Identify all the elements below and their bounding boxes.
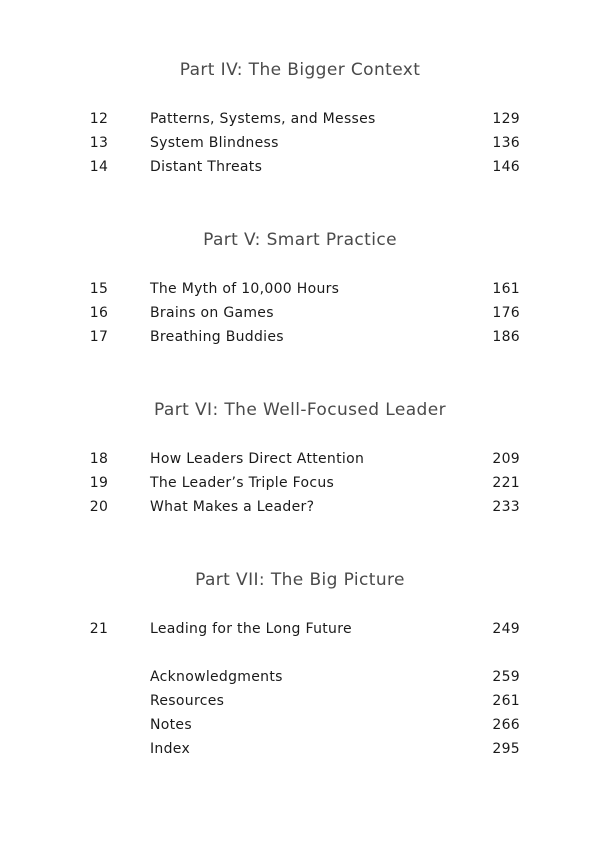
chapter-number: 17 [89, 329, 109, 345]
page-number: 161 [492, 281, 520, 297]
back-matter-entry [0, 693, 600, 713]
back-matter-entry [0, 717, 600, 737]
back-matter-title: Index [150, 741, 191, 757]
chapter-number: 13 [89, 135, 109, 151]
toc-entry [0, 475, 600, 495]
toc-entry [0, 281, 600, 301]
page-number: 176 [492, 305, 520, 321]
chapter-title: Distant Threats [150, 159, 263, 175]
chapter-number: 21 [89, 621, 109, 637]
chapter-number: 14 [89, 159, 109, 175]
part-title: Part V: Smart Practice [203, 230, 397, 250]
chapter-title: The Leader’s Triple Focus [150, 475, 335, 491]
back-matter-title: Notes [150, 717, 192, 733]
page-number: 295 [492, 741, 520, 757]
toc-entry [0, 135, 600, 155]
part-title: Part VI: The Well-Focused Leader [154, 400, 446, 420]
page-number: 233 [492, 499, 520, 515]
chapter-title: Brains on Games [150, 305, 274, 321]
toc-entry [0, 159, 600, 179]
toc-entry [0, 329, 600, 349]
part-title: Part VII: The Big Picture [195, 570, 405, 590]
page-number: 266 [492, 717, 520, 733]
toc-entry [0, 621, 600, 641]
toc-entry [0, 451, 600, 471]
toc-entry [0, 499, 600, 519]
back-matter-entry [0, 741, 600, 761]
toc-entry [0, 305, 600, 325]
chapter-number: 19 [89, 475, 109, 491]
chapter-title: How Leaders Direct Attention [150, 451, 365, 467]
page-number: 129 [492, 111, 520, 127]
chapter-title: Leading for the Long Future [150, 621, 352, 637]
page-number: 209 [492, 451, 520, 467]
chapter-number: 18 [89, 451, 109, 467]
chapter-title: The Myth of 10,000 Hours [150, 281, 340, 297]
page-number: 261 [492, 693, 520, 709]
chapter-number: 16 [89, 305, 109, 321]
back-matter-entry [0, 669, 600, 689]
part-title: Part IV: The Bigger Context [179, 60, 421, 80]
chapter-title: Breathing Buddies [150, 329, 284, 345]
chapter-title: Patterns, Systems, and Messes [150, 111, 376, 127]
back-matter-title: Acknowledgments [150, 669, 283, 685]
back-matter-title: Resources [150, 693, 225, 709]
chapter-title: What Makes a Leader? [150, 499, 315, 515]
page-number: 221 [492, 475, 520, 491]
page-number: 186 [492, 329, 520, 345]
page-number: 259 [492, 669, 520, 685]
page-number: 146 [492, 159, 520, 175]
chapter-title: System Blindness [150, 135, 279, 151]
page-number: 249 [492, 621, 520, 637]
chapter-number: 12 [89, 111, 109, 127]
chapter-number: 15 [89, 281, 109, 297]
chapter-number: 20 [89, 499, 109, 515]
toc-entry [0, 111, 600, 131]
page-number: 136 [492, 135, 520, 151]
